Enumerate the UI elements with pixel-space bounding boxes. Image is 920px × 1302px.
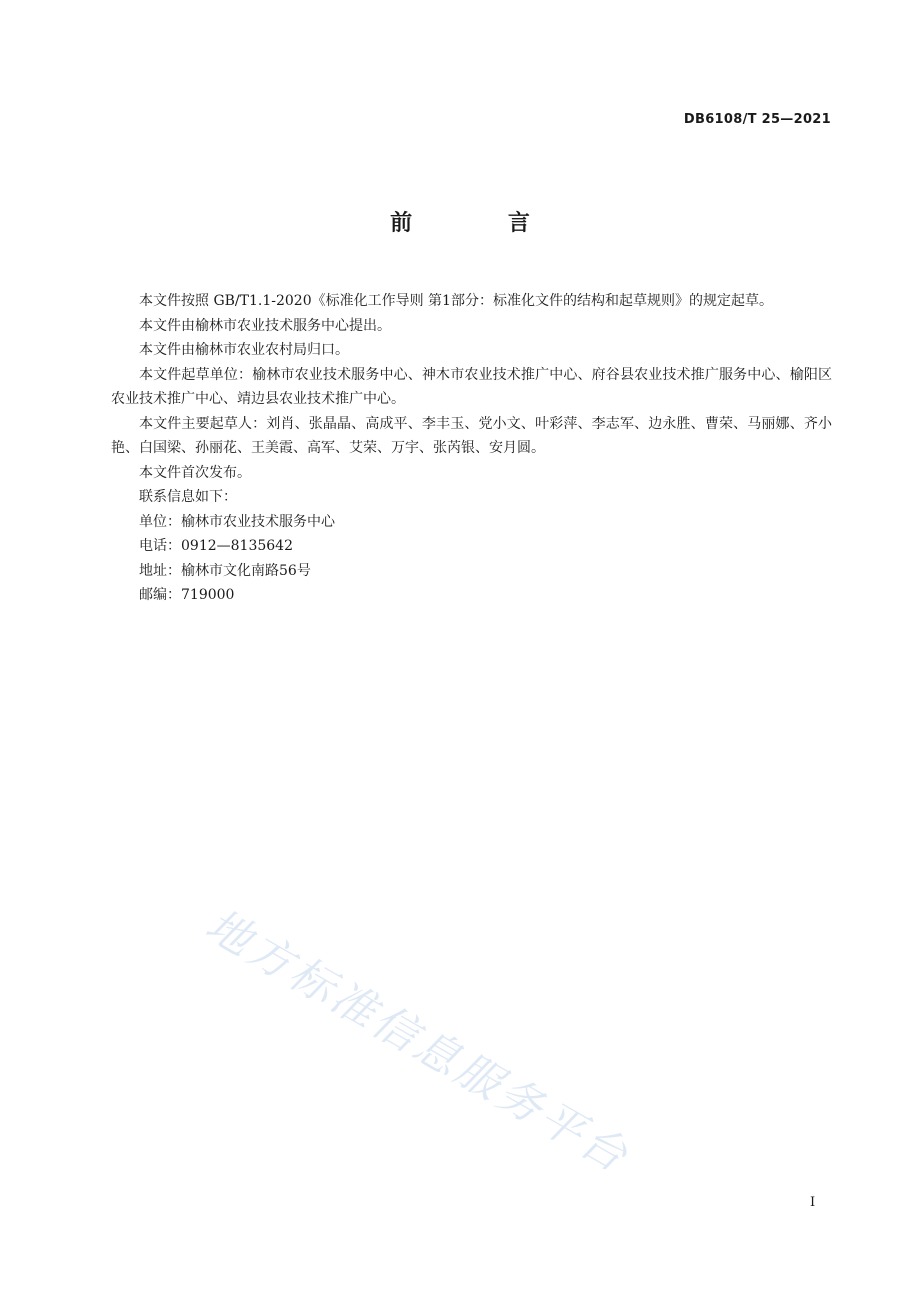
paragraph-drafting-units: 本文件起草单位：榆林市农业技术服务中心、神木市农业技术推广中心、府谷县农业技术推广服务中心、榆阳区农业技术推广中心、靖边县农业技术推广中心。: [111, 366, 832, 407]
paragraph-standard-basis: 本文件按照 GB/T1.1-2020《标准化工作导则 第1部分：标准化文件的结构和起草规则》的规定起草。: [139, 293, 773, 309]
contact-postcode: 邮编：719000: [139, 587, 235, 603]
page-title: 前 言: [390, 211, 574, 236]
paragraph-administrator: 本文件由榆林市农业农村局归口。: [139, 342, 349, 358]
paragraph-contact-intro: 联系信息如下：: [139, 489, 237, 505]
watermark: 地方标准信息服务平台: [197, 899, 639, 1184]
document-code: DB6108/T 25—2021: [683, 112, 831, 127]
page-number: I: [810, 1195, 816, 1210]
paragraph-drafters: 本文件主要起草人：刘肖、张晶晶、高成平、李丰玉、党小文、叶彩萍、李志军、边永胜、曹荣、马丽娜、齐小艳、白国梁、孙丽花、王美霞、高军、艾荣、万宇、张芮银、安月圆。: [111, 415, 832, 456]
contact-address: 地址：榆林市文化南路56号: [139, 562, 311, 579]
paragraph-first-release: 本文件首次发布。: [139, 464, 251, 481]
contact-phone: 电话：0912—8135642: [139, 538, 293, 554]
foreword-body: [111, 289, 832, 608]
contact-unit: 单位：榆林市农业技术服务中心: [139, 513, 335, 530]
paragraph-proposer: 本文件由榆林市农业技术服务中心提出。: [139, 317, 391, 334]
